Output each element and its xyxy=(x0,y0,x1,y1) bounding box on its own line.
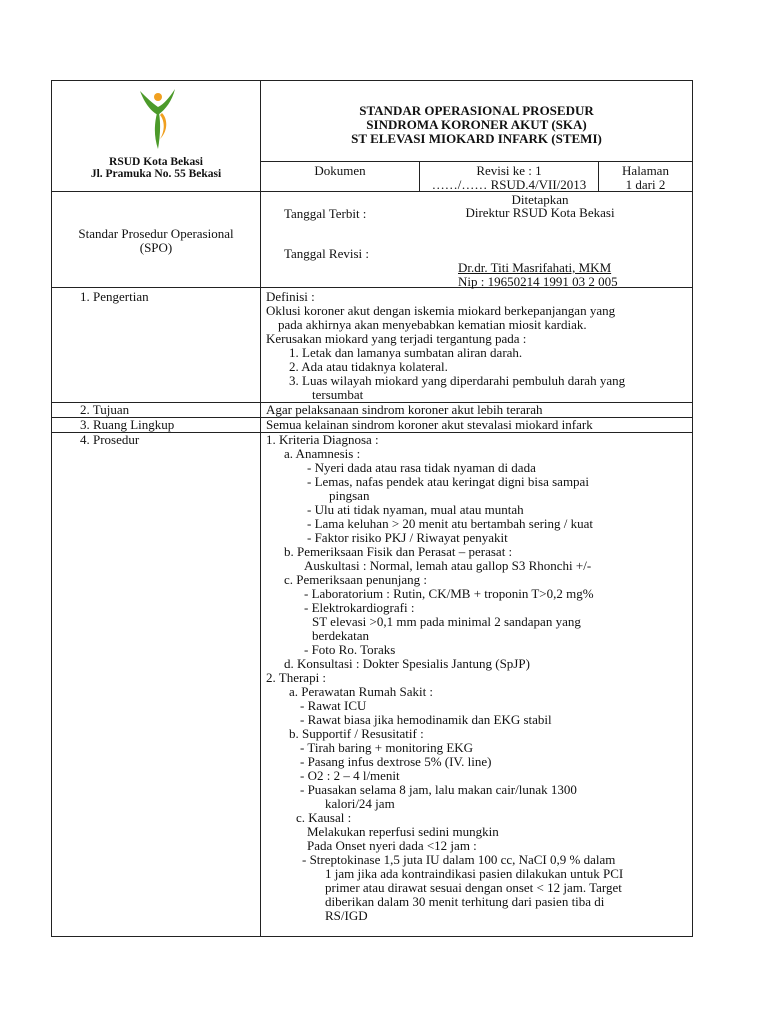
prosedur-line: c. Pemeriksaan penunjang : xyxy=(284,572,427,587)
spo-label: Standar Prosedur Operasional xyxy=(78,226,234,241)
pengertian-line: 2. Ada atau tidaknya kolateral. xyxy=(289,359,448,374)
title-line-3: ST ELEVASI MIOKARD INFARK (STEMI) xyxy=(351,131,602,146)
prosedur-line: - Ulu ati tidak nyaman, mual atau muntah xyxy=(307,502,524,517)
prosedur-line: 1. Kriteria Diagnosa : xyxy=(266,432,379,447)
row-divider xyxy=(260,161,692,162)
tanggal-revisi-label: Tanggal Revisi : xyxy=(284,246,370,261)
prosedur-line: d. Konsultasi : Dokter Spesialis Jantung (SpJP) xyxy=(284,656,530,671)
section-tujuan-label: 2. Tujuan xyxy=(80,402,130,417)
prosedur-line: - Pasang infus dextrose 5% (IV. line) xyxy=(300,754,492,769)
prosedur-line: RS/IGD xyxy=(325,908,368,923)
tanggal-terbit-label: Tanggal Terbit : xyxy=(284,206,367,221)
pengertian-line: 1. Letak dan lamanya sumbatan aliran darah. xyxy=(289,345,523,360)
title-line-2: SINDROMA KORONER AKUT (SKA) xyxy=(366,117,587,132)
prosedur-line: - Lemas, nafas pendek atau keringat digni bisa sampai xyxy=(307,474,589,489)
spo-abbrev: (SPO) xyxy=(139,240,173,255)
prosedur-line: - Lama keluhan > 20 menit atu bertambah sering / kuat xyxy=(307,516,594,531)
revisi-label: Revisi ke : 1 xyxy=(476,163,542,178)
prosedur-line: b. Supportif / Resusitatif : xyxy=(289,726,424,741)
prosedur-line: - Laboratorium : Rutin, CK/MB + troponin T>0,2 mg% xyxy=(304,586,594,601)
dokumen-label: Dokumen xyxy=(314,163,366,178)
prosedur-line: b. Pemeriksaan Fisik dan Perasat – perasat : xyxy=(284,544,513,559)
signer-nip: Nip : 19650214 1991 03 2 005 xyxy=(458,274,618,289)
prosedur-line: - Foto Ro. Toraks xyxy=(304,642,396,657)
section-prosedur-label: 4. Prosedur xyxy=(80,432,140,447)
revisi-number: ……/…… RSUD.4/VII/2013 xyxy=(431,177,587,192)
title-line-1: STANDAR OPERASIONAL PROSEDUR xyxy=(359,103,594,118)
prosedur-line: - Faktor risiko PKJ / Riwayat penyakit xyxy=(307,530,508,545)
pengertian-line: Definisi : xyxy=(266,289,315,304)
prosedur-line: 2. Therapi : xyxy=(266,670,327,685)
prosedur-line: diberikan dalam 30 menit terhitung dari pasien tiba di xyxy=(325,894,605,909)
tujuan-text: Agar pelaksanaan sindrom koroner akut lebih terarah xyxy=(266,402,543,417)
ruang-lingkup-text: Semua kelainan sindrom koroner akut stevalasi miokard infark xyxy=(266,417,593,432)
prosedur-line: berdekatan xyxy=(312,628,370,643)
pengertian-line: pada akhirnya akan menyebabkan kematian miosit kardiak. xyxy=(278,317,587,332)
direktur-label: Direktur RSUD Kota Bekasi xyxy=(465,205,615,220)
ditetapkan-label: Ditetapkan xyxy=(511,192,569,207)
pengertian-line: tersumbat xyxy=(312,387,364,402)
halaman-label: Halaman xyxy=(622,163,669,178)
prosedur-line: - O2 : 2 – 4 l/menit xyxy=(300,768,400,783)
prosedur-line: pingsan xyxy=(329,488,370,503)
pengertian-line: 3. Luas wilayah miokard yang diperdarahi pembuluh darah yang xyxy=(289,373,626,388)
prosedur-line: Melakukan reperfusi sedini mungkin xyxy=(307,824,499,839)
column-divider xyxy=(260,81,261,936)
section-pengertian-label: 1. Pengertian xyxy=(80,289,149,304)
prosedur-line: a. Perawatan Rumah Sakit : xyxy=(289,684,434,699)
prosedur-line: - Elektrokardiografi : xyxy=(304,600,415,615)
pengertian-line: Kerusakan miokard yang terjadi tergantung pada : xyxy=(266,331,527,346)
hospital-name: RSUD Kota Bekasi xyxy=(109,156,203,168)
prosedur-line: c. Kausal : xyxy=(296,810,352,825)
rsud-logo-icon xyxy=(136,83,178,153)
prosedur-line: - Nyeri dada atau rasa tidak nyaman di dada xyxy=(307,460,536,475)
section-ruang-lingkup-label: 3. Ruang Lingkup xyxy=(80,417,175,432)
signer-name: Dr.dr. Titi Masrifahati, MKM xyxy=(458,260,612,275)
prosedur-line: 1 jam jika ada kontraindikasi pasien dilakukan untuk PCI xyxy=(325,866,624,881)
prosedur-line: - Tirah baring + monitoring EKG xyxy=(300,740,474,755)
prosedur-line: - Streptokinase 1,5 juta IU dalam 100 cc, NaCI 0,9 % dalam xyxy=(302,852,616,867)
prosedur-line: kalori/24 jam xyxy=(325,796,395,811)
prosedur-line: Auskultasi : Normal, lemah atau gallop S3 Rhonchi +/- xyxy=(304,558,592,573)
halaman-value: 1 dari 2 xyxy=(625,177,666,192)
prosedur-line: a. Anamnesis : xyxy=(284,446,361,461)
sop-document xyxy=(51,80,693,937)
prosedur-line: - Rawat biasa jika hemodinamik dan EKG stabil xyxy=(300,712,552,727)
prosedur-line: - Rawat ICU xyxy=(300,698,367,713)
prosedur-line: - Puasakan selama 8 jam, lalu makan cair/lunak 1300 xyxy=(300,782,577,797)
hospital-address: Jl. Pramuka No. 55 Bekasi xyxy=(90,168,222,180)
pengertian-line: Oklusi koroner akut dengan iskemia miokard berkepanjangan yang xyxy=(266,303,616,318)
prosedur-line: Pada Onset nyeri dada <12 jam : xyxy=(307,838,477,853)
prosedur-line: primer atau dirawat sesuai dengan onset < 12 jam. Target xyxy=(325,880,622,895)
prosedur-line: ST elevasi >0,1 mm pada minimal 2 sandapan yang xyxy=(312,614,581,629)
